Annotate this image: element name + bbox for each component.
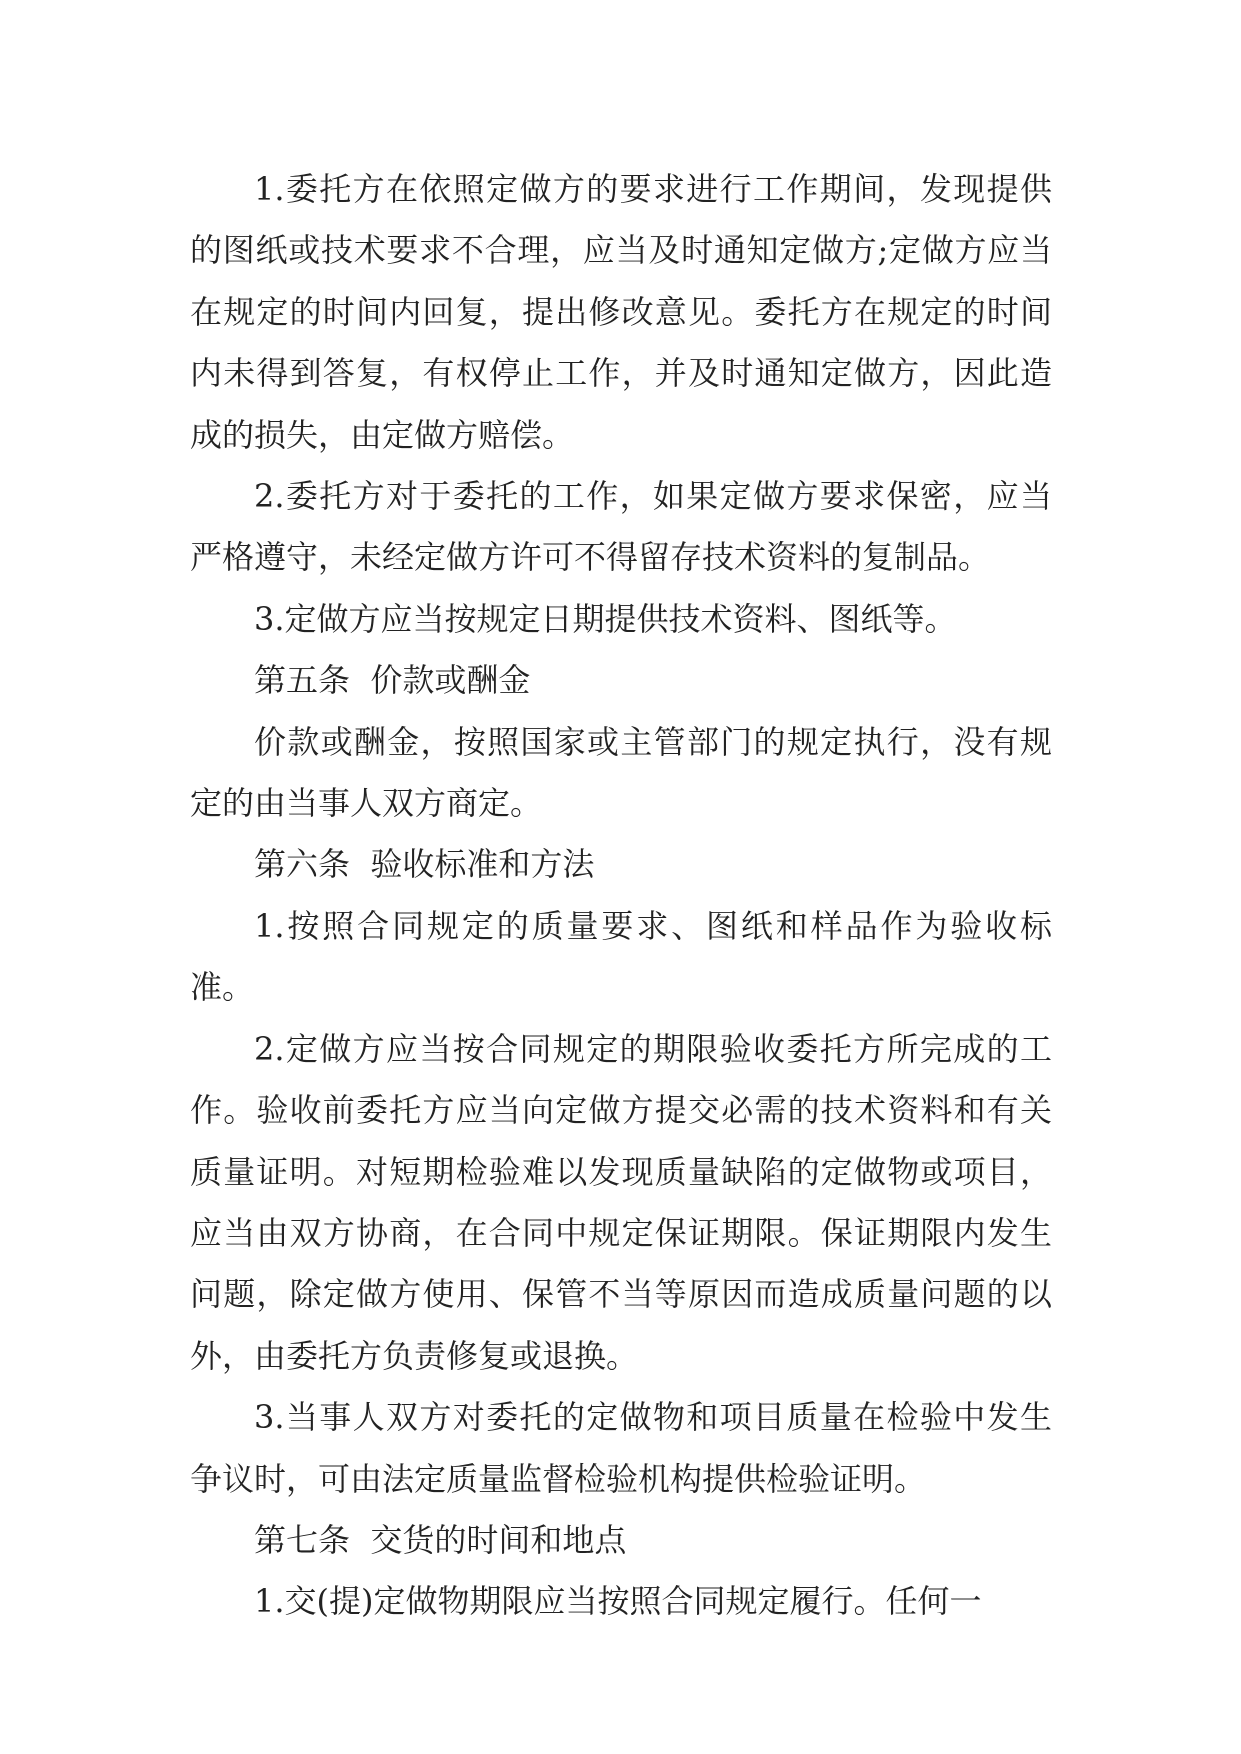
paragraph-clause-4-item-1: 1.委托方在依照定做方的要求进行工作期间，发现提供的图纸或技术要求不合理，应当及时通知定做方;定做方应当在规定的时间内回复，提出修改意见。委托方在规定的时间内未得到答复，有权停止工作，并及时通知定做方，因此造成的损失，由定做方赔偿。 [190, 170, 1052, 454]
contract-text-body [190, 159, 1052, 1633]
paragraph-clause-6-item-3: 3.当事人双方对委托的定做物和项目质量在检验中发生争议时，可由法定质量监督检验机构提供检验证明。 [190, 1398, 1052, 1498]
heading-clause-5: 第五条 价款或酬金 [254, 661, 531, 700]
paragraph-clause-6-item-1: 1.按照合同规定的质量要求、图纸和样品作为验收标准。 [190, 906, 1052, 1007]
paragraph-clause-4-item-2: 2.委托方对于委托的工作，如果定做方要求保密，应当严格遵守，未经定做方许可不得留存技术资料的复制品。 [190, 477, 1052, 577]
paragraph-clause-4-item-3: 3.定做方应当按规定日期提供技术资料、图纸等。 [254, 599, 957, 638]
paragraph-clause-6-item-2: 2.定做方应当按合同规定的期限验收委托方所完成的工作。验收前委托方应当向定做方提交必需的技术资料和有关质量证明。对短期检验难以发现质量缺陷的定做物或项目，应当由双方协商，在合同中规定保证期限。保证期限内发生问题，除定做方使用、保管不当等原因而造成质量问题的以外，由委托方负责修复或退换。 [190, 1029, 1052, 1375]
paragraph-clause-7-item-1: 1.交(提)定做物期限应当按照合同规定履行。任何一 [254, 1582, 982, 1621]
heading-clause-6: 第六条 验收标准和方法 [254, 845, 595, 884]
heading-clause-7: 第七条 交货的时间和地点 [254, 1520, 627, 1559]
paragraph-clause-5-body: 价款或酬金，按照国家或主管部门的规定执行，没有规定的由当事人双方商定。 [190, 722, 1052, 823]
